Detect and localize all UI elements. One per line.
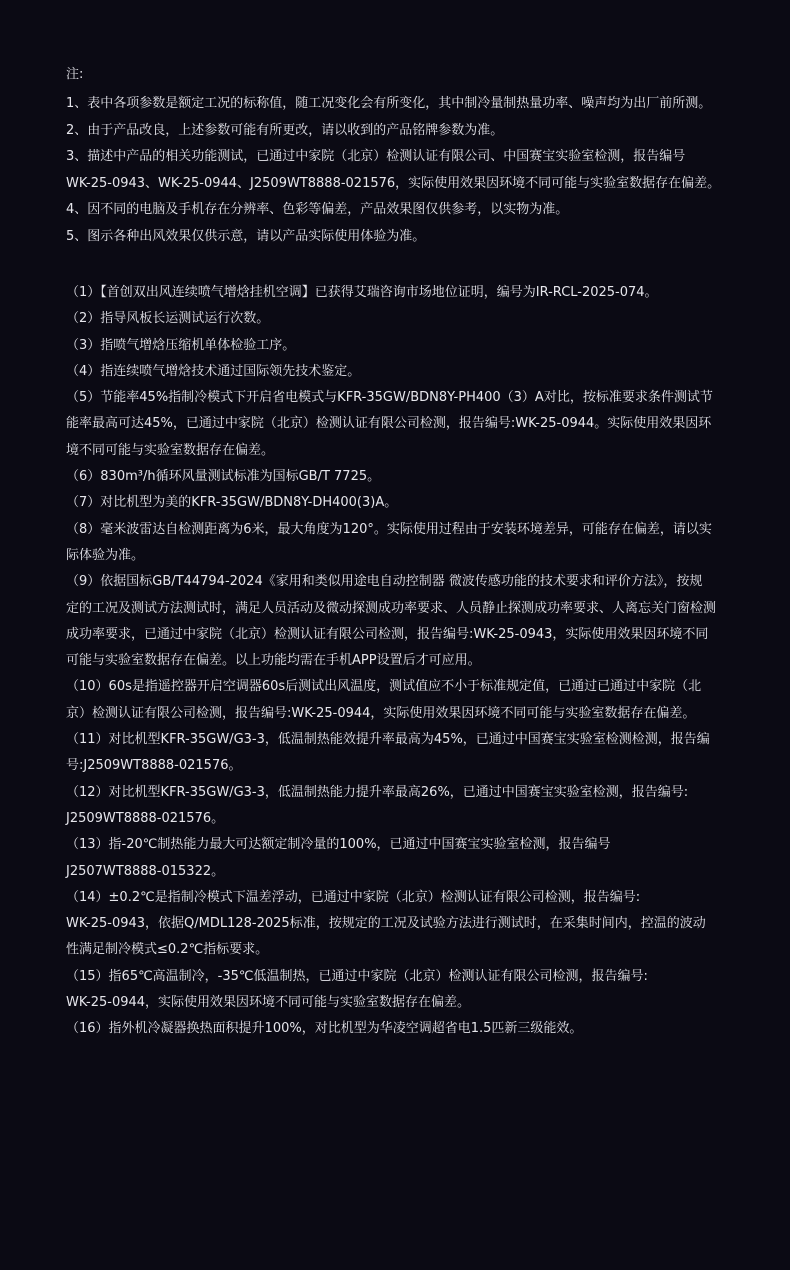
footnote-line: （1）【首创双出风连续喷气增焓挂机空调】已获得艾瑞咨询市场地位证明，编号为IR-RCL-2025-074。 [66, 285, 658, 300]
footnote-line: （6）830m³/h循环风量测试标准为国标GB/T 7725。 [66, 469, 381, 485]
footnote-line: （13）指-20℃制热能力最大可达额定制冷量的100%，已通过中国赛宝实验室检测，报告编号 [66, 837, 611, 853]
footnote-line: （4）指连续喷气增焓技术通过国际领先技术鉴定。 [66, 363, 361, 379]
footnote-line: （12）对比机型KFR-35GW/G3-3，低温制热能力提升率最高26%，已通过中国赛宝实验室检测，报告编号: [66, 784, 689, 800]
note-line: 3、描述中产品的相关功能测试，已通过中家院（北京）检测认证有限公司、中国赛宝实验室检测，报告编号 [66, 149, 686, 164]
footnote-line: 成功率要求，已通过中家院（北京）检测认证有限公司检测，报告编号:WK-25-0943，实际使用效果因环境不同 [66, 626, 709, 642]
note-line: 5、图示各种出风效果仅供示意，请以产品实际使用体验为准。 [66, 228, 426, 244]
footnote-line: （2）指导风板长运测试运行次数。 [66, 311, 270, 327]
footnote-line: 京）检测认证有限公司检测，报告编号:WK-25-0944，实际使用效果因环境不同可能与实验室数据存在偏差。 [66, 705, 696, 721]
footnote-line: 性满足制冷模式≤0.2℃指标要求。 [66, 942, 269, 958]
footnote-line: （11）对比机型KFR-35GW/G3-3，低温制热能效提升率最高为45%，已通过中国赛宝实验室检测检测，报告编 [66, 732, 710, 748]
note-line: 4、因不同的电脑及手机存在分辨率、色彩等偏差，产品效果图仅供参考，以实物为准。 [66, 202, 569, 217]
footnote-line: 可能与实验室数据存在偏差。以上功能均需在手机APP设置后才可应用。 [66, 653, 481, 669]
footnote-line: 际体验为准。 [66, 547, 145, 563]
footnote-line: （8）毫米波雷达自检测距离为6米，最大角度为120°。实际使用过程由于安装环境差异，可能存在偏差，请以实 [66, 521, 712, 537]
footnote-line: （9）依据国标GB/T44794-2024《家用和类似用途电自动控制器 微波传感功能的技术要求和评价方法》，按规 [66, 574, 703, 590]
section-gap [66, 250, 750, 280]
footnote-line: 定的工况及测试方法测试时，满足人员活动及微动探测成功率要求、人员静止探测成功率要求、人离忘关门窗检测 [66, 600, 717, 616]
footnote-line: 号:J2509WT8888-021576。 [66, 758, 242, 774]
footnote-line: （7）对比机型为美的KFR-35GW/BDN8Y-DH400(3)A。 [66, 495, 398, 511]
footnote-line: （16）指外机冷凝器换热面积提升100%，对比机型为华凌空调超省电1.5匹新三级能效。 [66, 1021, 583, 1037]
note-line: 2、由于产品改良，上述参数可能有所更改，请以收到的产品铭牌参数为准。 [66, 122, 504, 138]
notes-title: 注: [66, 67, 84, 82]
footnote-line: 境不同可能与实验室数据存在偏差。 [66, 442, 275, 458]
footnote-line: 能率最高可达45%，已通过中家院（北京）检测认证有限公司检测，报告编号:WK-25-0944。实际使用效果因环 [66, 416, 712, 432]
footnote-line: （5）节能率45%指制冷模式下开启省电模式与KFR-35GW/BDN8Y-PH400（3）A对比，按标准要求条件测试节 [66, 390, 713, 406]
note-line: WK-25-0943、WK-25-0944、J2509WT8888-021576，实际使用效果因环境不同可能与实验室数据存在偏差。 [66, 175, 721, 191]
footnotes-section [66, 280, 750, 1043]
footnote-line: J2509WT8888-021576。 [66, 810, 225, 826]
footnote-line: WK-25-0943，依据Q/MDL128-2025标准，按规定的工况及试验方法进行测试时，在采集时间内，控温的波动 [66, 916, 706, 932]
notes-section [66, 64, 750, 250]
footnote-line: WK-25-0944，实际使用效果因环境不同可能与实验室数据存在偏差。 [66, 995, 471, 1011]
note-line: 1、表中各项参数是额定工况的标称值，随工况变化会有所变化，其中制冷量制热量功率、噪声均为出厂前所测。 [66, 96, 712, 111]
footnote-line: J2507WT8888-015322。 [66, 863, 225, 879]
footnote-line: （10）60s是指遥控器开启空调器60s后测试出风温度，测试值应不小于标准规定值，已通过已通过中家院（北 [66, 679, 702, 695]
footnote-line: （14）±0.2℃是指制冷模式下温差浮动，已通过中家院（北京）检测认证有限公司检测，报告编号: [66, 889, 641, 905]
footnote-line: （15）指65℃高温制冷，-35℃低温制热，已通过中家院（北京）检测认证有限公司检测，报告编号: [66, 968, 648, 984]
footnote-line: （3）指喷气增焓压缩机单体检验工序。 [66, 337, 296, 353]
